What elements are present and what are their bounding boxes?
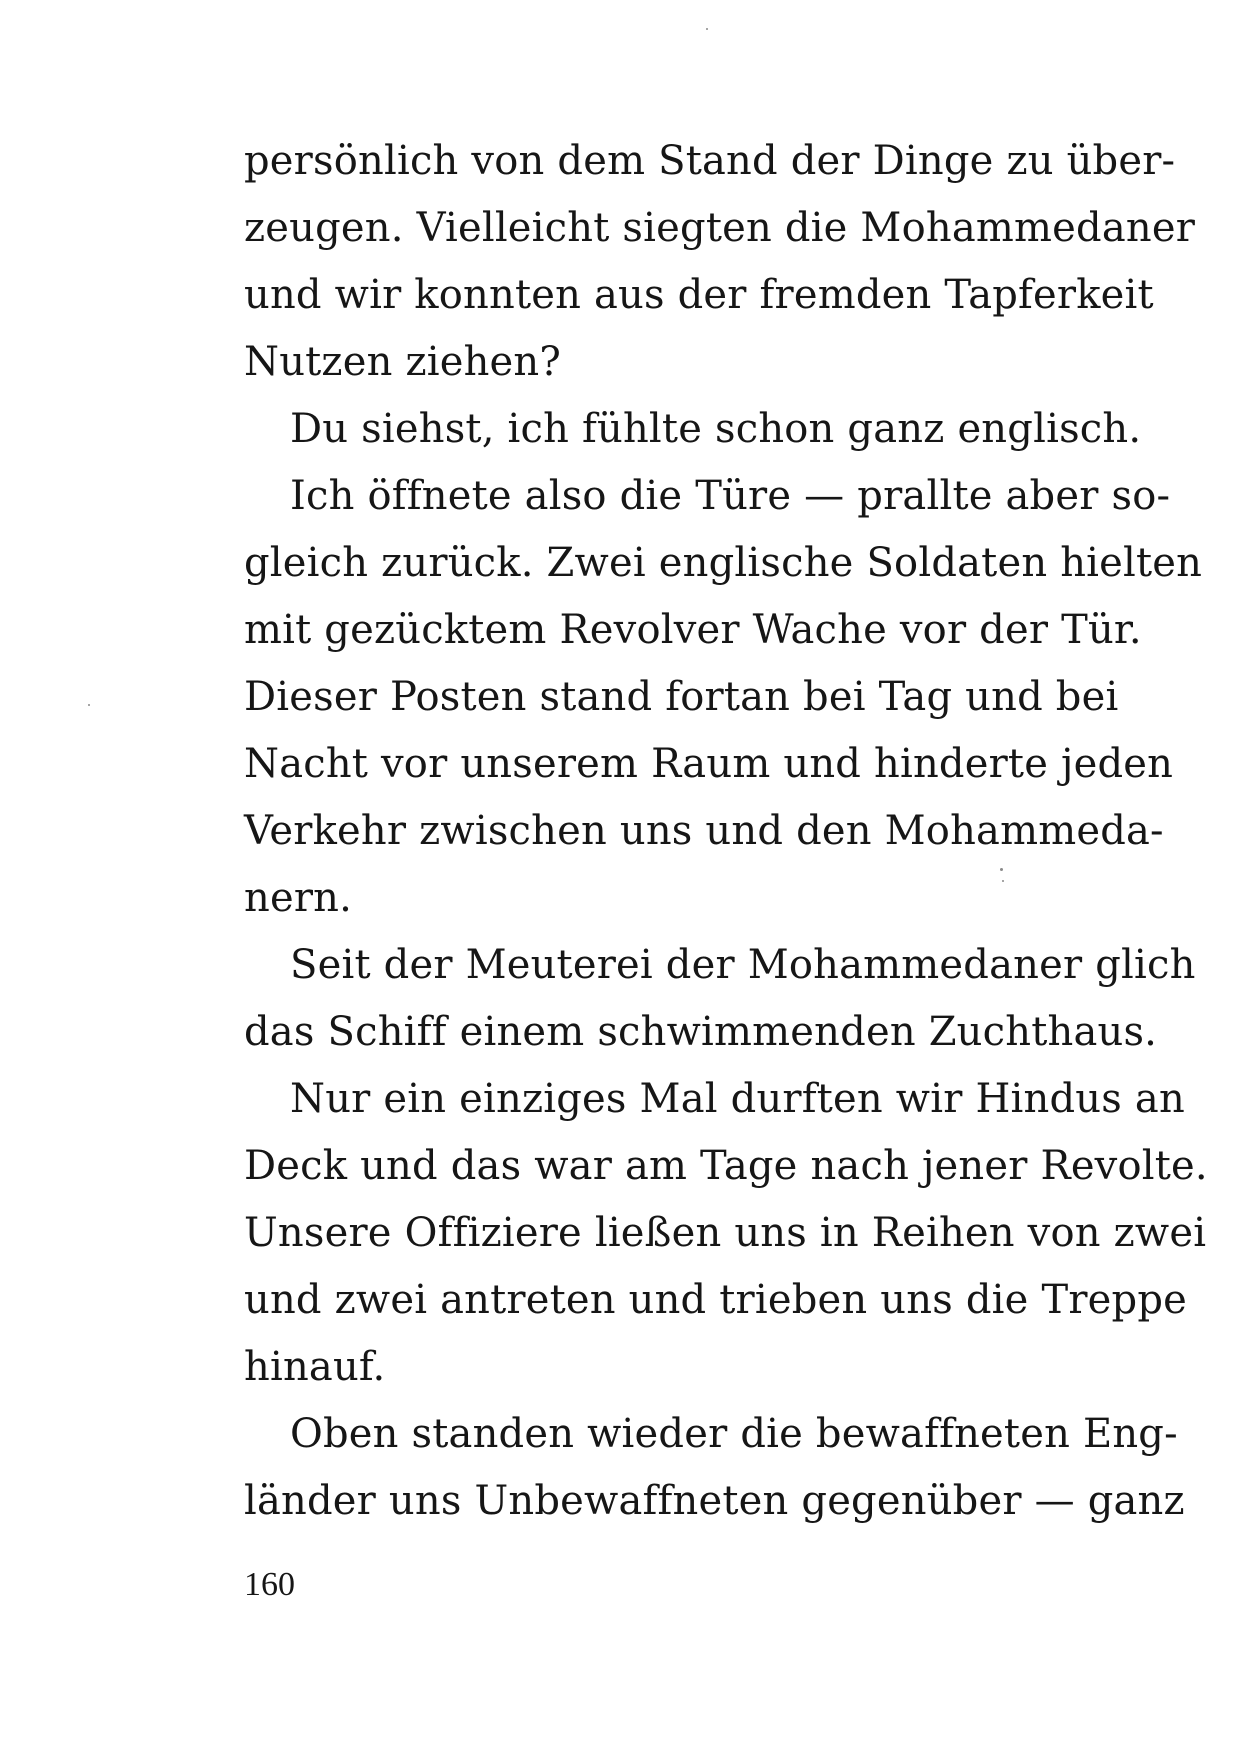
scan-speck xyxy=(1000,868,1003,871)
text-line: mit gezücktem Revolver Wache vor der Tür. xyxy=(244,607,1142,653)
text-line: zeugen. Vielleicht siegten die Mohammedaner xyxy=(244,205,1196,251)
paragraph-start-line: Oben standen wieder die bewaffneten Eng- xyxy=(290,1411,1178,1457)
text-line: persönlich von dem Stand der Dinge zu über- xyxy=(244,138,1176,184)
text-line: nern. xyxy=(244,875,353,921)
paragraph-start-line: Nur ein einziges Mal durften wir Hindus an xyxy=(290,1076,1185,1122)
page-number: 160 xyxy=(244,1566,295,1603)
scan-speck xyxy=(88,704,90,706)
text-line: Verkehr zwischen uns und den Mohammeda- xyxy=(244,808,1164,854)
text-line: Deck und das war am Tage nach jener Revolte. xyxy=(244,1143,1208,1189)
text-line: Dieser Posten stand fortan bei Tag und bei xyxy=(244,674,1119,720)
paragraph-start-line: Seit der Meuterei der Mohammedaner glich xyxy=(290,942,1196,988)
paragraph-start-line: Du siehst, ich fühlte schon ganz englisch. xyxy=(290,406,1142,452)
text-line: länder uns Unbewaffneten gegenüber — ganz xyxy=(244,1478,1185,1524)
text-line: und zwei antreten und trieben uns die Treppe xyxy=(244,1277,1187,1323)
text-line: Nacht vor unserem Raum und hinderte jeden xyxy=(244,741,1174,787)
text-line: und wir konnten aus der fremden Tapferkeit xyxy=(244,272,1154,318)
text-line: das Schiff einem schwimmenden Zuchthaus. xyxy=(244,1009,1158,1055)
text-line: Unsere Offiziere ließen uns in Reihen von zwei xyxy=(244,1210,1207,1256)
text-line: gleich zurück. Zwei englische Soldaten hielten xyxy=(244,540,1203,586)
scan-speck xyxy=(706,28,708,30)
paragraph-start-line: Ich öffnete also die Türe — prallte aber so- xyxy=(290,473,1171,519)
text-line: hinauf. xyxy=(244,1344,386,1390)
text-line: Nutzen ziehen? xyxy=(244,339,562,385)
scan-speck xyxy=(1002,880,1004,882)
